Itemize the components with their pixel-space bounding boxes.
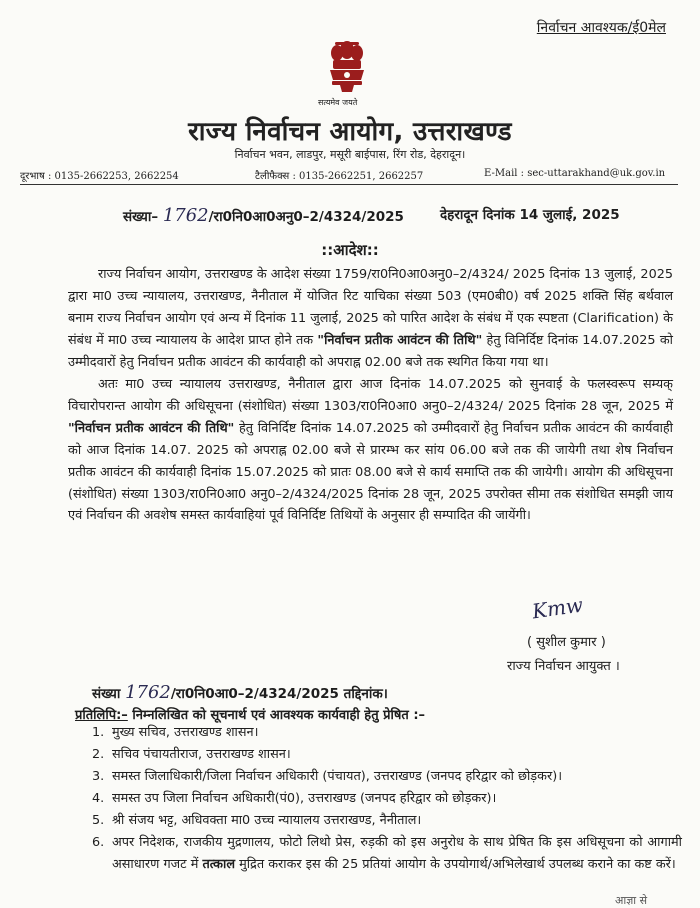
reference-2-code: /रा0नि0आ0–2/4324/2025 तद्दिनांक। [170, 686, 388, 702]
paragraph-2-text-end: हेतु विनिर्दिष्ट दिनांक 14.07.2025 को उम्मीदवारों हेतु निर्वाचन प्रतीक आवंटन की कार्यवाही को आज दिनांक 14.07. 2025 को अपराह्न 02.00 बजे से प्रारम्भ कर सांय 06.00 बजे तक की जायेगी तथा शेष निर्वाचन प्रतीक आवंटन की कार्यवाही दिनांक 15.07.2025 को प्रातः 08.00 बजे से कार्य समाप्ति तक की जायेगी। आयोग की अधिसूचना (संशोधित) संख्या 1303/रा0नि0आ0 अनु0–2/4324/2025 दिनांक 28 जून, 2025 उपरोक्त सीमा तक संशोधित समझी जाय एवं निर्वाचन की अवशेष समस्त कार्यवाहियां पूर्व विनिर्दिष्ट तिथियों के अनुसार ही सम्पादित की जायेंगी। [68, 420, 673, 524]
reference-2-label: संख्या [92, 686, 121, 702]
list-item [92, 766, 682, 788]
list-item-text: समस्त जिलाधिकारी/जिला निर्वाचन अधिकारी (पंचायत), उत्तराखण्ड (जनपद हरिद्वार को छोड़कर)। [112, 769, 563, 784]
list-item-text: श्री संजय भट्ट, अधिवक्ता मा0 उच्च न्यायालय उत्तराखण्ड, नैनीताल। [112, 813, 422, 828]
paragraph-2-text: अतः मा0 उच्च न्यायालय उत्तराखण्ड, नैनीताल द्वारा आज दिनांक 14.07.2025 को सुनवाई के फलस्वरूप सम्यक् विचारोपरान्त आयोग की अधिसूचना (संशोधित) संख्या 1303/रा0नि0आ0 अनु0–2/4324/ 2025 दिनांक 28 जून, 2025 में [68, 377, 673, 414]
fax-numbers: टैलीफैक्स : 0135-2662251, 2662257 [255, 171, 424, 182]
list-item-text: मुख्य सचिव, उत्तराखण्ड शासन। [112, 725, 259, 740]
list-item-number: 6. [92, 835, 105, 850]
list-item-text: समस्त उप जिला निर्वाचन अधिकारी(पं0), उत्तराखण्ड (जनपद हरिद्वार को छोड़कर)। [112, 791, 497, 806]
order-paragraph-2 [68, 374, 673, 527]
paragraph-1-text-end: हेतु विनिर्दिष्ट दिनांक 14.07.2025 को उम्मीदवारों हेतु निर्वाचन प्रतीक आवंटन की कार्यवाही को अपराह्न 02.00 बजे तक स्थगित किया गया था। [68, 332, 674, 370]
signatory-name: ( सुशील कुमार ) [527, 635, 606, 650]
paragraph-1-text: राज्य निर्वाचन आयोग, उत्तराखण्ड के आदेश संख्या 1759/रा0नि0आ0अनु0–2/4324/ 2025 दिनांक 13 जुलाई, 2025 द्वारा मा0 उच्च न्यायालय, उत्तराखण्ड, नैनीताल में योजित रिट याचिका संख्या 503 (एम0बी0) वर्ष 2025 शक्ति सिंह बर्थवाल बनाम राज्य निर्वाचन आयोग एवं अन्य में दिनांक 11 जुलाई, 2025 को पारित आदेश के संबंध में एक स्पष्टता (Clarification) के संबंध में मा0 उच्च न्यायालय के आदेश प्राप्त होने तक [68, 267, 673, 348]
handwritten-reference-number: 1762 [162, 205, 209, 226]
reference-label: संख्या– [123, 209, 159, 225]
copy-label: प्रतिलिपि:– [75, 708, 128, 723]
reference-number-2 [92, 682, 388, 703]
copy-heading-text: निम्नलिखित को सूचनार्थ एवं आवश्यक कार्यवाही हेतु प्रेषित :– [132, 708, 426, 723]
handwritten-signature: Kmw [530, 592, 585, 624]
list-item-text-end: मुद्रित कराकर इस की 25 प्रतियां आयोग के उपयोगार्थ/अभिलेखार्थ उपलब्ध कराने का कष्ट करें। [239, 857, 676, 872]
order-heading: ::आदेश:: [321, 241, 379, 259]
emblem-motto: सत्यमेव जयते [318, 98, 358, 107]
list-item-number: 2. [92, 747, 105, 762]
list-item-number: 1. [92, 725, 105, 740]
organization-address: निर्वाचन भवन, लाडपुर, मसूरी बाईपास, रिंग रोड, देहरादून। [234, 148, 466, 161]
place-and-date: देहरादून दिनांक 14 जुलाई, 2025 [440, 207, 620, 223]
recipient-list [92, 722, 682, 876]
list-item-number: 5. [92, 813, 105, 828]
list-item [92, 722, 682, 744]
email-address: E-Mail : sec-uttarakhand@uk.gov.in [484, 168, 666, 179]
list-item [92, 788, 682, 810]
handwritten-reference-number-2: 1762 [125, 682, 171, 703]
order-paragraph-1 [68, 264, 673, 374]
list-item-text: सचिव पंचायतीराज, उत्तराखण्ड शासन। [112, 747, 291, 762]
organization-name: राज्य निर्वाचन आयोग, उत्तराखण्ड [188, 117, 512, 147]
signatory-title: राज्य निर्वाचन आयुक्त । [507, 659, 620, 674]
continuation-note: आज्ञा से [615, 894, 648, 907]
list-item [92, 832, 682, 876]
list-item [92, 744, 682, 766]
list-item-number: 3. [92, 769, 105, 784]
phone-numbers: दूरभाष : 0135-2662253, 2662254 [20, 171, 179, 182]
list-item-number: 4. [92, 791, 105, 806]
paragraph-2-emphasis: "निर्वाचन प्रतीक आवंटन की तिथि" [68, 420, 235, 436]
reference-number [123, 205, 404, 226]
list-item-text [112, 832, 682, 876]
list-item [92, 810, 682, 832]
list-item-emphasis: तत्काल [202, 857, 236, 872]
list-item-text-start: अपर निदेशक, राजकीय मुद्रणालय, फोटो लिथो प्रेस, रुड़की को इस अनुरोध के साथ प्रेषित कि इस अधिसूचना को आगामी असाधारण गजट में [112, 835, 682, 872]
header-divider [20, 184, 678, 185]
document-tag: निर्वाचन आवश्यक/ई0मेल [536, 20, 666, 36]
copy-heading [75, 705, 425, 723]
paragraph-1-emphasis: "निर्वाचन प्रतीक आवंटन की तिथि" [317, 332, 483, 348]
national-emblem-icon [322, 36, 372, 98]
reference-code: /रा0नि0आ0अनु0–2/4324/2025 [208, 209, 404, 225]
